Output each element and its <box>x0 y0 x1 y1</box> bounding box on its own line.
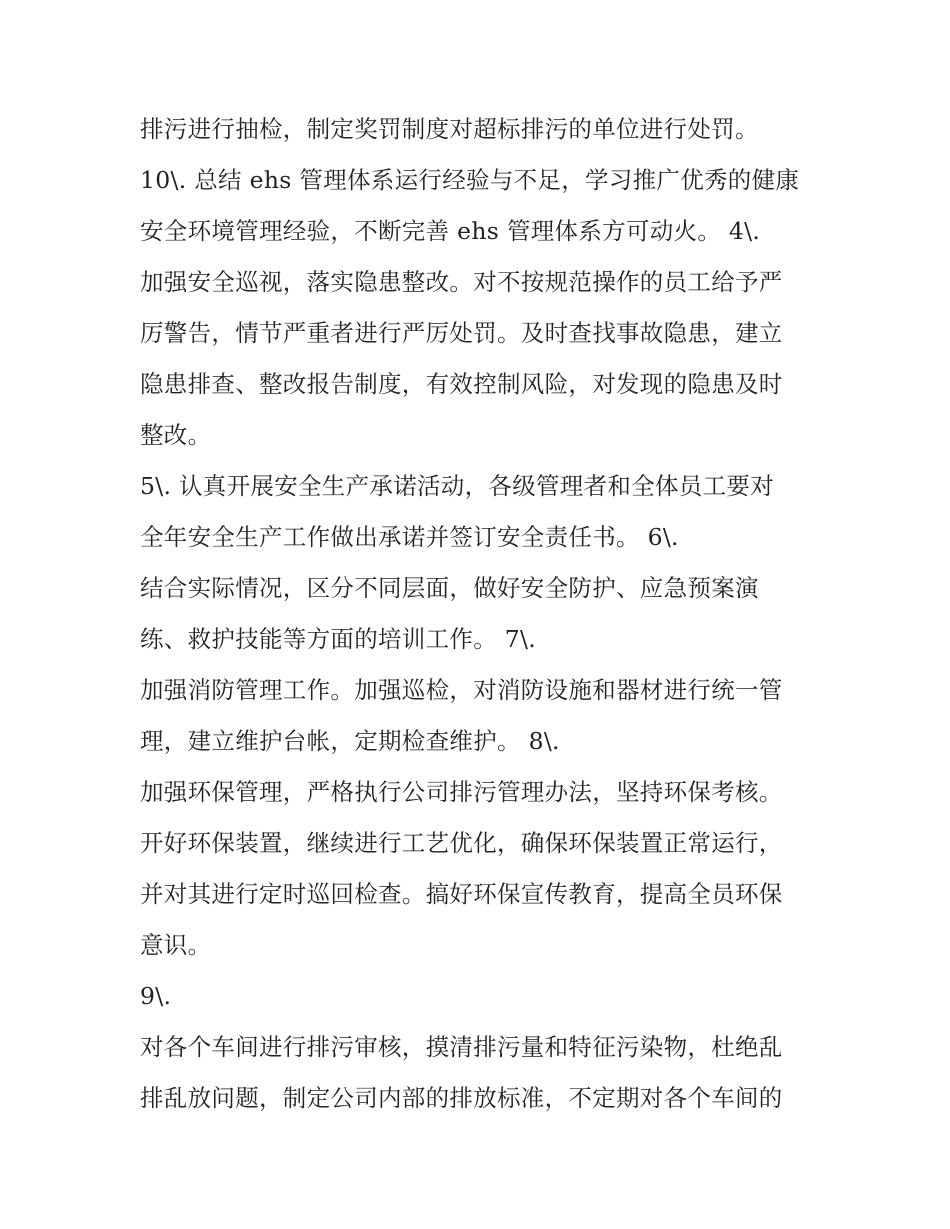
text-line: 全年安全生产工作做出承诺并签订安全责任书。 6\. <box>140 523 679 551</box>
text-line: 9\. <box>140 982 172 1010</box>
text-line: 排乱放问题，制定公司内部的排放标准，不定期对各个车间的 <box>140 1084 783 1112</box>
text-line: 开好环保装置，继续进行工艺优化，确保环保装置正常运行， <box>140 829 783 857</box>
text-line: 安全环境管理经验，不断完善 ehs 管理体系方可动火。 4\. <box>140 217 761 245</box>
text-line: 加强消防管理工作。加强巡检，对消防设施和器材进行统一管 <box>140 676 783 704</box>
text-line: 排污进行抽检，制定奖罚制度对超标排污的单位进行处罚。 <box>140 115 759 143</box>
text-line: 整改。 <box>140 421 212 449</box>
text-line: 10\. 总结 ehs 管理体系运行经验与不足，学习推广优秀的健康 <box>140 166 800 194</box>
text-line: 5\. 认真开展安全生产承诺活动，各级管理者和全体员工要对 <box>140 472 775 500</box>
text-line: 加强安全巡视，落实隐患整改。对不按规范操作的员工给予严 <box>140 268 783 296</box>
text-line: 加强环保管理，严格执行公司排污管理办法，坚持环保考核。 <box>140 778 783 806</box>
text-line: 理，建立维护台帐，定期检查维护。 8\. <box>140 727 560 755</box>
text-line: 意识。 <box>140 931 212 959</box>
body-text <box>140 104 820 1124</box>
text-line: 厉警告，情节严重者进行严厉处罚。及时查找事故隐患，建立 <box>140 319 783 347</box>
text-line: 结合实际情况，区分不同层面，做好安全防护、应急预案演 <box>140 574 759 602</box>
text-line: 练、救护技能等方面的培训工作。 7\. <box>140 625 537 653</box>
text-line: 并对其进行定时巡回检查。搞好环保宣传教育，提高全员环保 <box>140 880 783 908</box>
text-line: 对各个车间进行排污审核，摸清排污量和特征污染物，杜绝乱 <box>140 1033 783 1061</box>
text-line: 隐患排查、整改报告制度，有效控制风险，对发现的隐患及时 <box>140 370 783 398</box>
